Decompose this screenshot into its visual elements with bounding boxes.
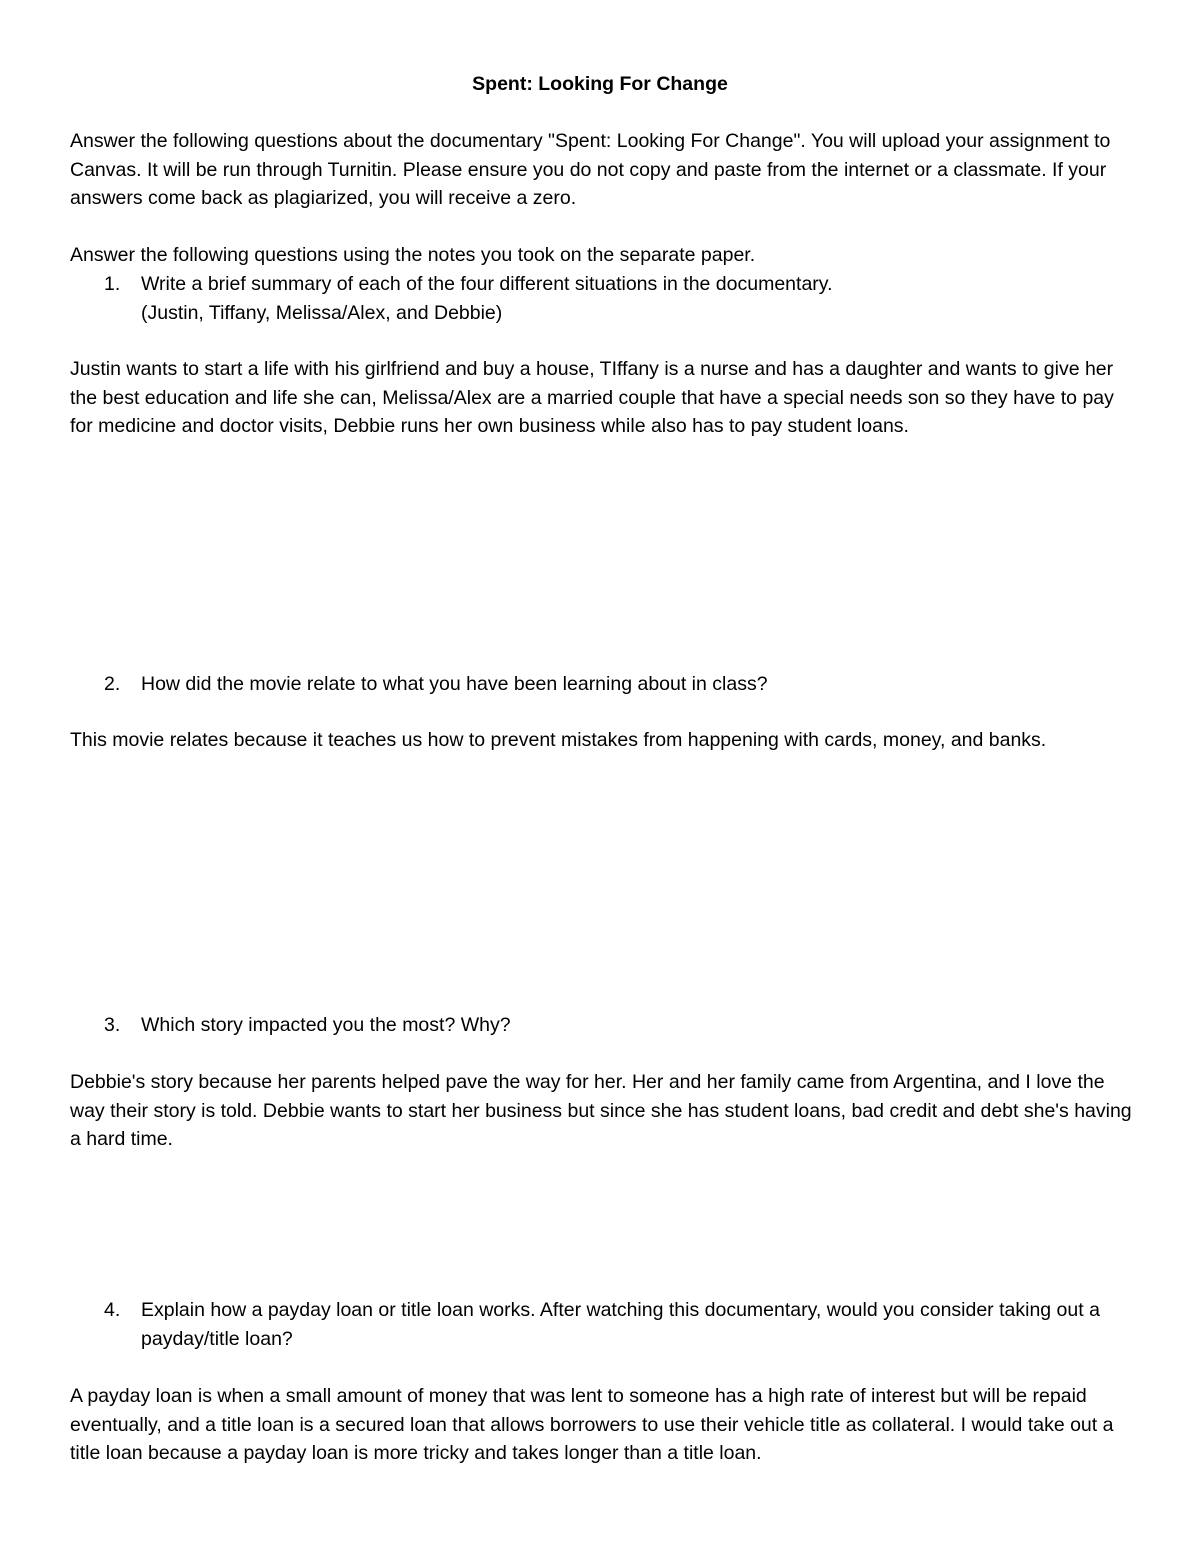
question-text: Which story impacted you the most? Why? [141, 1014, 511, 1036]
question-4 [104, 1296, 1104, 1353]
answer-2: This movie relates because it teaches us how to prevent mistakes from happening with cards, money, and banks. [70, 729, 1047, 751]
question-2 [104, 670, 1104, 699]
answer-1: Justin wants to start a life with his girlfriend and buy a house, TIffany is a nurse and has a daughter and wants to give her the best education and life she can, Melissa/Alex are a married couple that have a special needs son so they have to pay for medicine and doctor visits, Debbie runs her own business while also has to pay student loans. [70, 358, 1114, 437]
question-number: 4. [104, 1299, 121, 1321]
answer-3: Debbie's story because her parents helped pave the way for her. Her and her family came from Argentina, and I love the way their story is told. Debbie wants to start her business but since she has student loans, bad credit and debt she's having a hard time. [70, 1071, 1132, 1150]
question-1 [104, 270, 1104, 327]
question-number: 2. [104, 673, 121, 695]
answer-4: A payday loan is when a small amount of money that was lent to someone has a high rate of interest but will be repaid eventually, and a title loan is a secured loan that allows borrowers to use their vehicle title as collateral. I would take out a title loan because a payday loan is more tricky and takes longer than a title loan. [70, 1385, 1114, 1464]
question-text: Write a brief summary of each of the four different situations in the documentary. [141, 273, 833, 295]
question-text: Explain how a payday loan or title loan works. After watching this documentary, would you consider taking out a payday/title loan? [141, 1299, 1100, 1350]
question-3 [104, 1011, 1104, 1040]
question-number: 3. [104, 1014, 121, 1036]
question-text-continued: (Justin, Tiffany, Melissa/Alex, and Debbie) [141, 301, 503, 324]
question-number: 1. [104, 273, 121, 295]
intro-paragraph: Answer the following questions about the documentary "Spent: Looking For Change". You will upload your assignment to Canvas. It will be run through Turnitin. Please ensure you do not copy and paste from the internet or a classmate. If your answers come back as plagiarized, you will receive a zero. [70, 130, 1111, 209]
instruction-paragraph: Answer the following questions using the notes you took on the separate paper. [70, 244, 756, 266]
question-text: How did the movie relate to what you have been learning about in class? [141, 673, 768, 695]
document-title: Spent: Looking For Change [472, 73, 728, 95]
